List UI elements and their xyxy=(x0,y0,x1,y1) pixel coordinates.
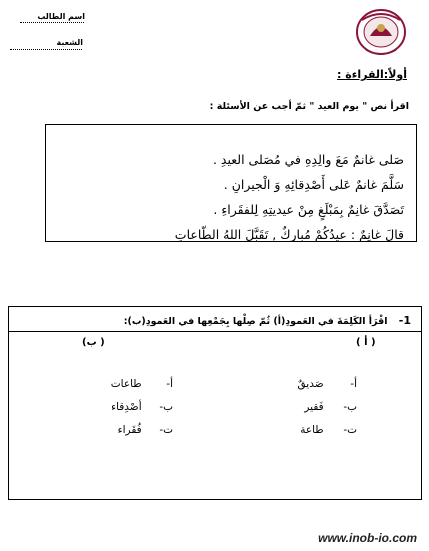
list-item[interactable] xyxy=(111,424,173,447)
question-heading xyxy=(124,314,411,327)
item-word: أصْدِقاء xyxy=(111,401,142,413)
column-a xyxy=(298,378,357,447)
class-field[interactable] xyxy=(10,49,82,50)
watermark: www.inob-io.com xyxy=(318,531,417,545)
item-word: فُقَراء xyxy=(117,424,142,436)
student-name-label: اسم الطالب xyxy=(37,12,85,21)
section-title: أولاً:القراءة : xyxy=(337,68,407,81)
item-letter: ب- xyxy=(159,401,173,413)
reading-instruction: اقرأ نص " يوم العيد " ثمّ أجب عن الأسئلة : xyxy=(209,101,409,112)
reading-line: تَصَدَّقَ غانِمٌ بِمَبْلَغٍ مِنْ عيديتِهِ لِلفقَراءِ . xyxy=(213,202,404,217)
item-word: صَديقٌ xyxy=(297,378,324,390)
ministry-logo xyxy=(352,6,410,58)
item-letter: أ- xyxy=(350,378,357,390)
student-name-field[interactable] xyxy=(20,22,84,23)
reading-line: سَلَّمَ غانمٌ عَلى أَصْدِقائِهِ وَ الْجيرانِ . xyxy=(223,177,404,192)
item-word: طاعات xyxy=(110,378,142,390)
column-b-header: (ب ) xyxy=(82,337,105,348)
class-label: الشعبة xyxy=(56,38,83,47)
item-word: فَقير xyxy=(304,401,324,413)
list-item[interactable] xyxy=(298,424,357,447)
item-letter: ت- xyxy=(343,424,357,436)
column-b xyxy=(111,378,173,447)
list-item[interactable] xyxy=(111,378,173,401)
question-box xyxy=(8,306,422,500)
question-number: 1- xyxy=(398,314,411,327)
column-a-header: ( أ ) xyxy=(356,337,376,348)
item-word: طاعة xyxy=(300,424,324,436)
item-letter: ت- xyxy=(159,424,173,436)
list-item[interactable] xyxy=(111,401,173,424)
list-item[interactable] xyxy=(298,378,357,401)
item-letter: ب- xyxy=(343,401,357,413)
reading-line: صَلى غانمٌ مَعَ والِدِهِ في مُصَلى العيدِ . xyxy=(212,152,404,167)
reading-line: قالَ غانِمٌ : عيدُكُمْ مُباركٌ , تَقَبَّلَ اللهُ الطّاعاتِ xyxy=(174,227,404,242)
question-text: اقْرَأ الكَلِمَةَ في العَمودِ(أ) ثُمّ صِلْها بِجَمْعِها في العَمودِ(ب): xyxy=(123,316,388,327)
item-letter: أ- xyxy=(166,378,173,390)
list-item[interactable] xyxy=(298,401,357,424)
reading-passage xyxy=(45,124,417,242)
